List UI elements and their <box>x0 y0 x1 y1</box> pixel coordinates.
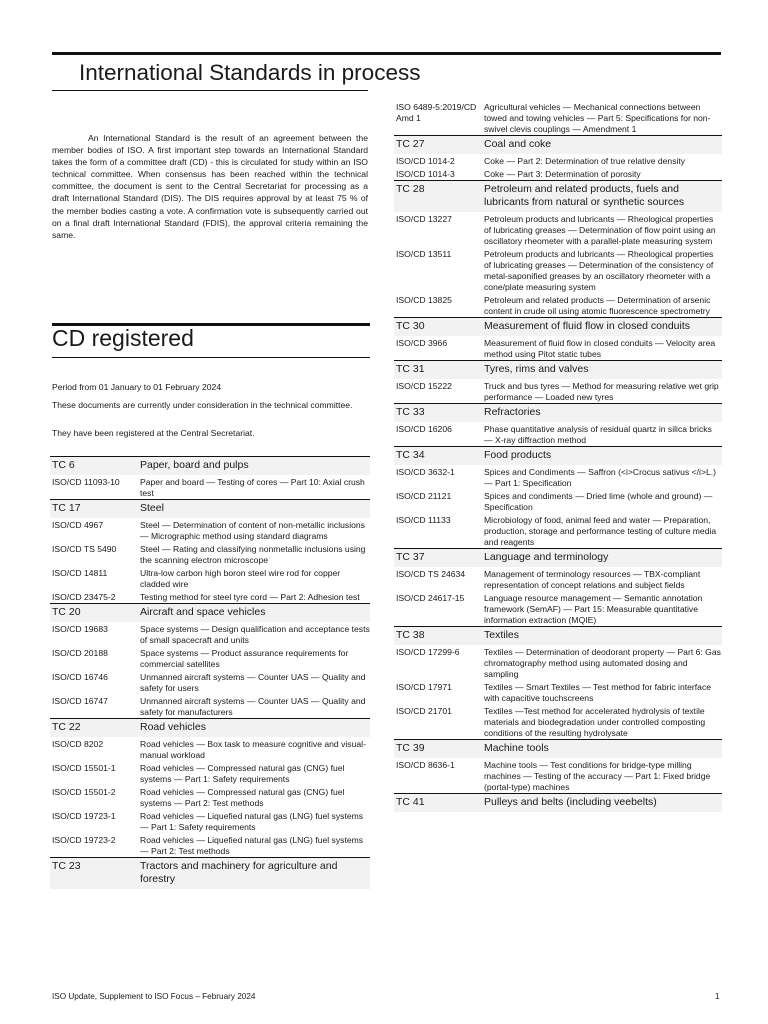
top-rule <box>52 52 721 55</box>
standard-title: Testing method for steel tyre cord — Part 2: Adhesion test <box>140 592 360 602</box>
standard-reference: ISO/CD 11093-10 <box>52 477 120 487</box>
tc-group <box>394 317 722 360</box>
tc-header <box>394 360 722 379</box>
tc-header <box>394 317 722 336</box>
standard-title: Road vehicles — Liquefied natural gas (LNG) fuel systems — Part 1: Safety requirements <box>140 811 364 832</box>
standard-row <box>394 465 722 489</box>
standard-reference: ISO/CD 15222 <box>396 381 452 391</box>
standard-reference: ISO/CD 15501-1 <box>52 763 116 773</box>
tc-header <box>394 548 722 567</box>
tc-title: Steel <box>140 502 164 514</box>
standard-title: Truck and bus tyres — Method for measuring relative wet grip performance — Loaded new tyres <box>484 381 719 402</box>
standard-row <box>50 475 370 499</box>
standard-row <box>394 336 722 360</box>
standard-row <box>394 645 722 680</box>
standard-row <box>50 809 370 833</box>
standard-title: Textiles — Determination of deodorant property — Part 6: Gas chromatography method using automated dosing and sampling <box>484 647 721 679</box>
tc-title: Tyres, rims and valves <box>484 363 589 375</box>
tc-group <box>50 603 370 718</box>
standard-reference: ISO/CD 19723-1 <box>52 811 116 821</box>
tc-header <box>394 180 722 212</box>
tc-title: Coal and coke <box>484 138 552 150</box>
tc-title: Paper, board and pulps <box>140 459 249 471</box>
standard-reference: ISO/CD 16746 <box>52 672 108 682</box>
footer-publication: ISO Update, Supplement to ISO Focus – February 2024 <box>52 992 256 1001</box>
standard-title: Petroleum products and lubricants — Rheological properties of lubricating greases — Determination of the consistency of metal-saponified greases by an oscillatory rheometer with a cone/plate measuring system <box>484 249 714 292</box>
standard-reference: ISO/CD 16206 <box>396 424 452 434</box>
standard-row <box>50 833 370 857</box>
tc-header <box>50 603 370 622</box>
standard-reference: ISO/CD 24617-15 <box>396 593 465 603</box>
tc-group <box>50 456 370 499</box>
tc-group <box>50 718 370 857</box>
period-text: Period from 01 January to 01 February 2024 <box>52 382 222 392</box>
standard-row <box>394 422 722 446</box>
tc-code: TC 37 <box>396 551 425 563</box>
standard-title: Microbiology of food, animal feed and water — Preparation, production, storage and performance testing of culture media and reagents <box>484 515 717 547</box>
title-underline <box>52 90 368 91</box>
standard-reference: ISO/CD 23475-2 <box>52 592 116 602</box>
standard-title: Petroleum and related products — Determination of arsenic content in crude oil using atomic fluorescence spectrometry <box>484 295 711 316</box>
tc-group <box>394 360 722 403</box>
standard-title: Road vehicles — Compressed natural gas (CNG) fuel systems — Part 1: Safety requirements <box>140 763 345 784</box>
tc-header <box>394 626 722 645</box>
consideration-note: These documents are currently under consideration in the technical committee. <box>52 400 353 410</box>
standard-reference: ISO/CD 13511 <box>396 249 452 259</box>
cd-section-underline <box>52 357 370 358</box>
standard-title: Road vehicles — Box task to measure cognitive and visual-manual workload <box>140 739 366 760</box>
standard-reference: ISO/CD 13227 <box>396 214 452 224</box>
tc-code: TC 39 <box>396 742 425 754</box>
page-number: 1 <box>715 992 720 1001</box>
standard-row <box>394 680 722 704</box>
tc-code: TC 33 <box>396 406 425 418</box>
standard-title: Unmanned aircraft systems — Counter UAS — Quality and safety for users <box>140 672 366 693</box>
standard-title: Paper and board — Testing of cores — Part 10: Axial crush test <box>140 477 365 498</box>
tc-title: Measurement of fluid flow in closed conduits <box>484 320 691 332</box>
standard-title: Textiles —Test method for accelerated hydrolysis of textile materials and biodegradation under controlled composting conditions of the resulting hydrolysate <box>484 706 706 738</box>
standard-title: Phase quantitative analysis of residual quartz in silica bricks — X-ray diffraction method <box>484 424 712 445</box>
standard-title: Road vehicles — Liquefied natural gas (LNG) fuel systems — Part 2: Test methods <box>140 835 364 856</box>
tc-group <box>394 403 722 446</box>
page-title: International Standards in process <box>79 60 421 85</box>
tc-group <box>394 135 722 180</box>
tc-title: Road vehicles <box>140 721 206 733</box>
standard-title: Space systems — Design qualification and acceptance tests of small spacecraft and units <box>140 624 370 645</box>
standard-reference: ISO/CD 4967 <box>52 520 104 530</box>
tc-header <box>394 446 722 465</box>
standard-row <box>394 489 722 513</box>
tc-code: TC 6 <box>52 459 75 471</box>
tc-title: Textiles <box>484 629 520 641</box>
standard-row <box>394 758 722 793</box>
standard-reference: ISO/CD 19723-2 <box>52 835 116 845</box>
standard-row <box>394 293 722 317</box>
tc-code: TC 27 <box>396 138 425 150</box>
standard-row <box>50 694 370 718</box>
standard-title: Ultra-low carbon high boron steel wire rod for copper cladded wire <box>140 568 341 589</box>
standard-row <box>394 154 722 167</box>
tc-code: TC 20 <box>52 606 81 618</box>
standard-title: Coke — Part 3: Determination of porosity <box>484 169 641 179</box>
tc-title: Pulleys and belts (including veebelts) <box>484 796 657 808</box>
standard-reference: ISO/CD 14811 <box>52 568 108 578</box>
tc-title: Language and terminology <box>484 551 609 563</box>
standard-reference: ISO/CD 20188 <box>52 648 108 658</box>
cd-section-title: CD registered <box>52 325 194 351</box>
tc-code: TC 34 <box>396 449 425 461</box>
standard-row <box>50 737 370 761</box>
standard-reference: ISO/CD TS 5490 <box>52 544 117 554</box>
tc-code: TC 23 <box>52 860 81 872</box>
standard-reference: ISO/CD 1014-3 <box>396 169 455 179</box>
standard-row <box>394 167 722 180</box>
standard-title: Spices and Condiments — Saffron (<i>Crocus sativus </i>L.) — Part 1: Specification <box>484 467 716 488</box>
tc-title: Machine tools <box>484 742 549 754</box>
standard-title: Management of terminology resources — TBX-compliant representation of concept relations and subject fields <box>484 569 701 590</box>
standard-reference: ISO/CD 8636-1 <box>396 760 455 770</box>
standard-row <box>394 591 722 626</box>
intro-paragraph: An International Standard is the result of an agreement between the member bodies of ISO. A first important step towards an International Standard takes the form of a committee draft (CD) - this is circulated for study within an ISO technical committee. When consensus has been reached within the technical committee, the document is sent to the Central Secretariat for processing as a draft International Standard (DIS). The DIS requires approval by at least 75 % of the member bodies casting a vote. A confirmation vote is subsequently carried out on a final draft International Standard (FDIS), the approval criteria remaining the same. <box>52 133 368 240</box>
standard-reference: ISO/CD 11133 <box>396 515 451 525</box>
tc-group <box>394 180 722 317</box>
tc-header <box>50 857 370 889</box>
tc-header <box>394 135 722 154</box>
tc-code: TC 38 <box>396 629 425 641</box>
standard-title: Unmanned aircraft systems — Counter UAS — Quality and safety for manufacturers <box>140 696 366 717</box>
standard-reference: ISO/CD 17299-6 <box>396 647 460 657</box>
tc-group <box>394 793 722 812</box>
standard-reference: ISO/CD 8202 <box>52 739 104 749</box>
standard-title: Petroleum products and lubricants — Rheological properties of lubricating greases — Determination of flow point using an oscillatory rheometer with a parallel-plate measuring system <box>484 214 716 246</box>
standard-title: Machine tools — Test conditions for bridge-type milling machines — Testing of the accuracy — Part 1: Fixed bridge (portal-type) machines <box>484 760 711 792</box>
standard-reference: ISO/CD 15501-2 <box>52 787 116 797</box>
standard-title: Steel — Determination of content of non-metallic inclusions — Micrographic method using standard diagrams <box>140 520 365 541</box>
registration-note: They have been registered at the Central Secretariat. <box>52 428 255 438</box>
tc-group <box>394 739 722 793</box>
standard-title: Measurement of fluid flow in closed conduits — Velocity area method using Pitot static tubes <box>484 338 716 359</box>
standard-row <box>50 518 370 542</box>
standard-reference: ISO/CD 3966 <box>396 338 448 348</box>
standard-reference: ISO/CD 17971 <box>396 682 452 692</box>
standard-row <box>50 761 370 785</box>
standard-reference: ISO/CD 19683 <box>52 624 108 634</box>
standard-reference: ISO/CD 13825 <box>396 295 452 305</box>
tc-group <box>394 548 722 626</box>
standard-title: Agricultural vehicles — Mechanical connections between towed and towing vehicles — Part 5: Specifications for non-swivel clevis couplings — Amendment 1 <box>484 102 711 134</box>
tc-group <box>50 499 370 603</box>
standard-row <box>394 379 722 403</box>
left-column <box>50 456 370 889</box>
tc-header <box>50 499 370 518</box>
tc-code: TC 17 <box>52 502 81 514</box>
tc-code: TC 41 <box>396 796 425 808</box>
tc-group <box>394 626 722 739</box>
standard-row <box>50 622 370 646</box>
standard-row <box>394 567 722 591</box>
standard-row <box>50 542 370 566</box>
tc-header <box>50 456 370 475</box>
standard-row <box>50 670 370 694</box>
standard-reference: ISO/CD 16747 <box>52 696 108 706</box>
standard-row <box>394 212 722 247</box>
standard-reference: ISO/CD 3632-1 <box>396 467 455 477</box>
standard-row <box>50 785 370 809</box>
tc-header <box>50 718 370 737</box>
standard-row <box>394 100 722 135</box>
standard-title: Textiles — Smart Textiles — Test method for fabric interface with capacitive touchscreens <box>484 682 712 703</box>
tc-title: Food products <box>484 449 552 461</box>
tc-title: Refractories <box>484 406 541 418</box>
standard-title: Spices and condiments — Dried lime (whole and ground) — Specification <box>484 491 713 512</box>
standard-reference: ISO/CD 1014-2 <box>396 156 455 166</box>
right-column <box>394 100 722 812</box>
tc-title: Petroleum and related products, fuels and lubricants from natural or synthetic sources <box>484 183 685 208</box>
standard-row <box>50 646 370 670</box>
tc-header <box>394 793 722 812</box>
tc-code: TC 22 <box>52 721 81 733</box>
standard-title: Language resource management — Semantic annotation framework (SemAF) — Part 15: Measurable quantitative information extraction (MQIE) <box>484 593 703 625</box>
tc-code: TC 28 <box>396 183 425 195</box>
standard-reference: ISO/CD 21121 <box>396 491 452 501</box>
tc-group <box>394 100 722 135</box>
standard-row <box>394 247 722 293</box>
standard-row <box>50 566 370 590</box>
standard-reference: ISO/CD 21701 <box>396 706 452 716</box>
tc-title: Tractors and machinery for agriculture and forestry <box>140 860 338 885</box>
tc-header <box>394 739 722 758</box>
tc-group <box>50 857 370 889</box>
standard-reference: ISO/CD TS 24634 <box>396 569 466 579</box>
standard-title: Space systems — Product assurance requirements for commercial satellites <box>140 648 349 669</box>
tc-header <box>394 403 722 422</box>
standard-title: Road vehicles — Compressed natural gas (CNG) fuel systems — Part 2: Test methods <box>140 787 345 808</box>
standard-row <box>394 513 722 548</box>
standard-row <box>50 590 370 603</box>
standard-title: Coke — Part 2: Determination of true relative density <box>484 156 686 166</box>
tc-group <box>394 446 722 548</box>
tc-code: TC 30 <box>396 320 425 332</box>
standard-reference: ISO 6489-5:2019/CD Amd 1 <box>396 102 477 123</box>
tc-title: Aircraft and space vehicles <box>140 606 266 618</box>
tc-code: TC 31 <box>396 363 425 375</box>
standard-title: Steel — Rating and classifying nonmetallic inclusions using the scanning electron microscope <box>140 544 366 565</box>
standard-row <box>394 704 722 739</box>
